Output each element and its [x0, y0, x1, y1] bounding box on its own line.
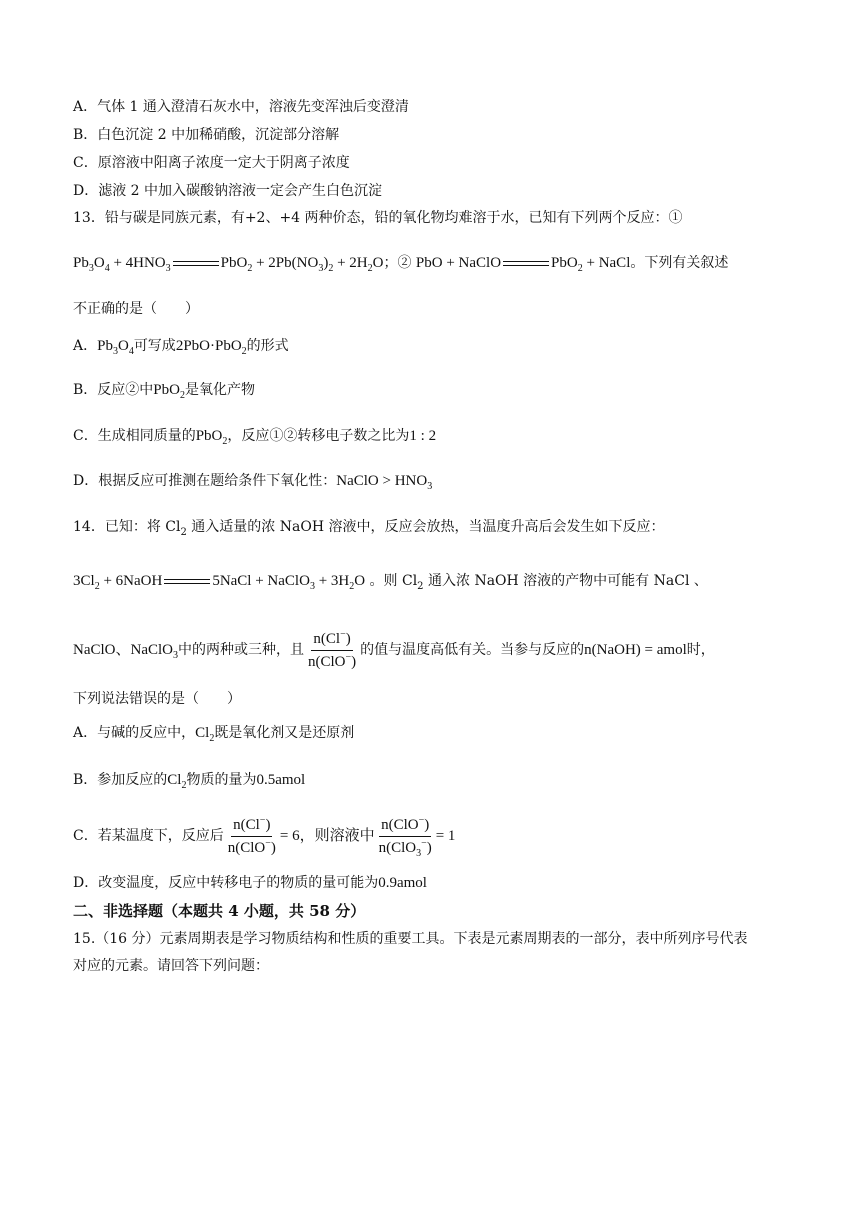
fraction-clo-over-clo3: $\frac{n(ClO^-)}{n(ClO_3^-)}$	[378, 814, 432, 859]
q13-option-a: A．$Pb_3O_4$可写成2PbO·PbO$_2$的形式	[73, 338, 289, 357]
q13-stem-end: 不正确的是（ ）	[73, 301, 199, 317]
q12-option-c: C．原溶液中阳离子浓度一定大于阴离子浓度	[73, 155, 350, 171]
q14-line3: NaClO、NaClO$_3$ 中的两种或三种，且 $\frac{n(Cl^-)}{n(ClO^-)}$ 的值与温度高低有关。当参与反应的 n(NaOH) = amol 时，	[73, 628, 715, 670]
fraction-cl-over-clo: $\frac{n(Cl^-)}{n(ClO^-)}$	[308, 628, 357, 670]
q13-option-d: D．根据反应可推测在题给条件下氧化性：NaClO > $HNO_3$	[73, 473, 433, 492]
q14-stem-end: 下列说法错误的是（ ）	[73, 691, 241, 707]
q15-line-2: 对应的元素。请回答下列问题：	[73, 958, 269, 974]
q13-equation-2: PbO + NaClO PbO$_2$ + NaCl	[415, 255, 631, 274]
q14-option-a: A．与碱的反应中，$Cl_2$既是氧化剂又是还原剂	[73, 725, 355, 744]
q13-option-c: C．生成相同质量的PbO$_2$，反应①②转移电子数之比为1 : 2	[73, 428, 437, 447]
equals-sign-icon	[164, 577, 210, 587]
section-heading: 二、非选择题（本题共 4 小题，共 58 分）	[73, 902, 366, 920]
q14-intro: 14．已知：将 $Cl_2$ 通入适量的浓 NaOH 溶液中，反应会放热，当温度升高后会发生如下反应：	[73, 519, 665, 538]
q12-option-a: A．气体 1 通入澄清石灰水中，溶液先变浑浊后变澄清	[73, 99, 409, 115]
q12-option-d: D．滤液 2 中加入碳酸钠溶液一定会产生白色沉淀	[73, 183, 383, 199]
q12-option-b: B．白色沉淀 2 中加稀硝酸，沉淀部分溶解	[73, 127, 340, 143]
q14-option-d: D．改变温度，反应中转移电子的物质的量可能为0.9amol	[73, 875, 427, 891]
equals-sign-icon	[503, 259, 549, 269]
q13-equations: $Pb_3O_4 + 4HNO_3$ $PbO_2 + 2Pb(NO_3)_2 + 2H_2O$；② PbO + NaClO PbO$_2$ + NaCl。下列有关叙述	[73, 255, 729, 274]
q14-option-b: B．参加反应的$Cl_2$物质的量为0.5amol	[73, 772, 306, 791]
q13-equation-1: $Pb_3O_4 + 4HNO_3$ $PbO_2 + 2Pb(NO_3)_2 + 2H_2O$	[73, 255, 384, 274]
fraction-cl-over-clo: $\frac{n(Cl^-)}{n(ClO^-)}$	[227, 814, 276, 856]
equals-sign-icon	[173, 259, 219, 269]
q13-option-b: B．反应②中PbO$_2$是氧化产物	[73, 382, 255, 401]
q15-line-1: 15.（16 分）元素周期表是学习物质结构和性质的重要工具。下表是元素周期表的一部分，表中所列序号代表	[73, 931, 748, 947]
q13-eq-tail: 。下列有关叙述	[630, 255, 729, 271]
q14-option-c: C．若某温度下，反应后 $\frac{n(Cl^-)}{n(ClO^-)}$ = 6，则溶液中 $\frac{n(ClO^-)}{n(ClO_3^-)}$ = 1	[73, 814, 456, 859]
q13-intro: 13．铅与碳是同族元素，有+2、+4 两种价态，铅的氧化物均难溶于水，已知有下列两个反应：①	[73, 210, 683, 226]
q14-equation: $3Cl_2$ + 6NaOH 5NaCl + NaClO$_3$ + $3H_2O$	[73, 573, 366, 592]
q14-equation-line: $3Cl_2$ + 6NaOH 5NaCl + NaClO$_3$ + $3H_2O$ 。则 $Cl_2$ 通入浓 NaOH 溶液的产物中可能有 NaCl 、	[73, 573, 708, 592]
